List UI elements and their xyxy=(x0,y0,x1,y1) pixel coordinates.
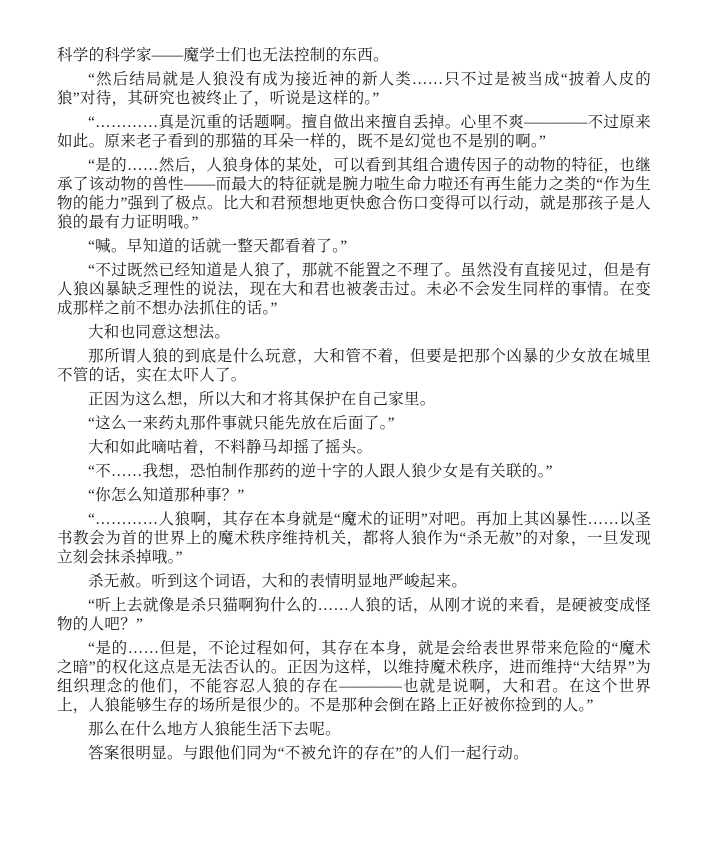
paragraph: “你怎么知道那种事？” xyxy=(88,487,245,504)
paragraph: “…………真是沉重的话题啊。擅自做出来擅自丢掉。心里不爽————不过原来如此。原来老子看到的那猫的耳朵一样的，既不是幻觉也不是别的啊。” xyxy=(57,114,651,150)
paragraph: 科学的科学家——魔学士们也无法控制的东西。 xyxy=(57,47,389,64)
paragraph: “喊。早知道的话就一整天都看着了。” xyxy=(88,238,348,255)
paragraph: “是的……然后，人狼身体的某处，可以看到其组合遗传因子的动物的特征，也继承了该动物的兽性——而最大的特征就是腕力啦生命力啦还有再生能力之类的“作为生物的能力”强到了极点。比大和君预想地更快愈合伤口变得可以行动，就是那孩子是人狼的最有力证明哦。” xyxy=(57,157,651,231)
paragraph: “不……我想，恐怕制作那药的逆十字的人跟人狼少女是有关联的。” xyxy=(88,463,553,480)
paragraph: “不过既然已经知道是人狼了，那就不能置之不理了。虽然没有直接见过，但是有人狼凶暴缺乏理性的说法，现在大和君也被袭击过。未必不会发生同样的事情。在变成那样之前不想办法抓住的话。” xyxy=(57,262,651,317)
paragraph: 大和也同意这想法。 xyxy=(88,324,231,341)
paragraph: 大和如此嘀咕着，不料静马却摇了摇头。 xyxy=(88,439,373,456)
paragraph: 正因为这么想，所以大和才将其保护在自己家里。 xyxy=(88,391,436,408)
paragraph: 那所谓人狼的到底是什么玩意，大和管不着，但要是把那个凶暴的少女放在城里不管的话，实在太吓人了。 xyxy=(57,348,651,384)
paragraph: “这么一来药丸那件事就只能先放在后面了。” xyxy=(88,415,395,432)
paragraph: “听上去就像是杀只猫啊狗什么的……人狼的话，从刚才说的来看，是硬被变成怪物的人吧？” xyxy=(57,597,651,633)
paragraph: “是的……但是，不论过程如何，其存在本身，就是会给表世界带来危险的“魔术之暗”的权化这点是无法否认的。正因为这样，以维持魔术秩序，进而维持“大结界”为组织理念的他们，不能容忍人狼的存在————也就是说啊，大和君。在这个世界上，人狼能够生存的场所是很少的。不是那种会倒在路上正好被你捡到的人。” xyxy=(57,640,651,714)
paragraph: “然后结局就是人狼没有成为接近神的新人类……只不过是被当成“披着人皮的狼”对待，其研究也被终止了，听说是这样的。” xyxy=(57,71,651,107)
paragraph: “…………人狼啊，其存在本身就是“魔术的证明”对吧。再加上其凶暴性……以圣书教会为首的世界上的魔术秩序维持机关，都将人狼作为“杀无赦”的对象，一旦发现立刻会抹杀掉哦。” xyxy=(57,511,651,566)
paragraph: 杀无赦。听到这个词语，大和的表情明显地严峻起来。 xyxy=(88,573,468,590)
paragraph: 答案很明显。与跟他们同为“不被允许的存在”的人们一起行动。 xyxy=(88,745,529,762)
page-text xyxy=(57,46,651,768)
paragraph: 那么在什么地方人狼能生活下去呢。 xyxy=(88,721,341,738)
